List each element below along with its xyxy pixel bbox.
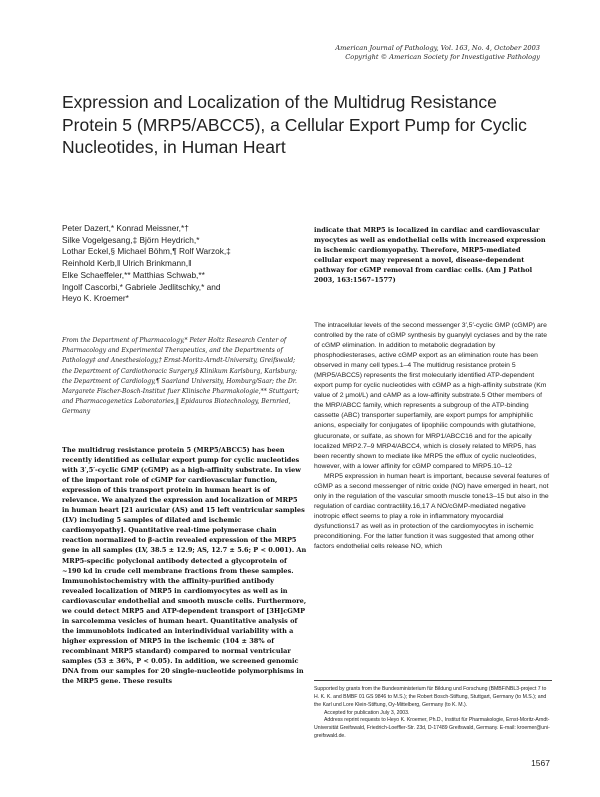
abstract-part-1: The multidrug resistance protein 5 (MRP5/ABCC5) has been recently identified as cellular export pump for cyclic nucleotides with 3′,5′-cyclic GMP (cGMP) as a high-affinity substrate. In view of the important role of cGMP for cardiovascular function, expression of this transport protein in human heart is of relevance. We analyzed the expression and localization of MRP5 in human heart [21 auricular (AS) and 15 left ventricular samples (LV) including 5 samples of dilated and ischemic cardiomyopathy]. Quantitative real-time polymerase chain reaction normalized to β-actin revealed expression of the MRP5 gene in all samples (LV, 38.5 ± 12.9; AS, 12.7 ± 5.6; P < 0.001). An MRP5-specific polyclonal antibody detected a glycoprotein of ~190 kd in crude cell membrane fractions from these samples. Immunohistochemistry with the affinity-purified antibody revealed localization of MRP5 in cardiomyocytes as well as in cardiovascular endothelial and smooth muscle cells. Furthermore, we could detect MRP5 and ATP-dependent transport of [3H]cGMP in sarcolemma vesicles of human heart. Quantitative analysis of the immunoblots indicated an interindividual variability with a higher expression of MRP5 in the ischemic (104 ± 38% of recombinant MRP5 standard) compared to normal ventricular samples (53 ± 36%, P < 0.05). In addition, we screened genomic DNA from our samples for 20 single-nucleotide polymorphisms in the MRP5 gene. These results: [62, 446, 307, 686]
footnote-divider: [314, 680, 552, 681]
acceptance-note: Accepted for publication July 3, 2003.: [324, 709, 410, 716]
abstract-part-2: indicate that MRP5 is localized in cardiac and cardiovascular myocytes as well as endothelial cells with increased expression in ischemic cardiomyopathy. Therefore, MRP5-mediated cellular export may represent a novel, disease-dependent pathway for cGMP removal from cardiac cells. (Am J Pathol 2003, 163:1567–1577): [314, 226, 546, 285]
body-paragraph: MRP5 expression in human heart is important, because several features of cGMP as a second messenger of nitric oxide (NO) have emerged in heart, not only in the regulation of the vascular smooth muscle tone13–15 but also in the regulation of cardiac contractility.16,17 A NO/cGMP-mediated negative inotropic effect seems to play a role in inflammatory myocardial dysfunctions17 as well as in protection of the cardiomyocytes in ischemic preconditioning. For the latter function it was suggested that among other factors endothelial cells release NO, which: [314, 472, 550, 551]
article-title: Expression and Localization of the Multidrug Resistance Protein 5 (MRP5/ABCC5), a Cellular Export Pump for Cyclic Nucleotides, in Human Heart: [62, 92, 527, 158]
funding-note: Supported by grants from the Bundesministerium für Bildung und Forschung (BMBF/NBL3-project 7 to H. K. K. and BMBF 01 GS 9846 to M.S.); the Robert Bosch-Stiftung, Stuttgart, Germany (to M.S.); and the Karl und Lore Klein-Stiftung, Oy-Mittelberg, Germany (to K. M.).: [314, 686, 547, 708]
correspondence-note: Address reprint requests to Heyo K. Kroemer, Ph.D., Institut für Pharmakologie, Ernst-Moritz-Arndt-Universität Greifswald, Friedrich-Loeffler-Str. 23d, D-17489 Greifswald, Germany. E-mail: kroemer@uni-greifswald.de.: [314, 717, 550, 740]
body-text: [314, 321, 550, 552]
page-number: 1567: [531, 758, 550, 768]
author-affiliations: From the Department of Pharmacology,* Peter Holtz Research Center of Pharmacology and Experimental Therapeutics, and the Departments of Pathology‡ and Anesthesiology,† Ernst-Moritz-Arndt-University, Greifswald; the Department of Cardiothoracic Surgery,§ Klinikum Karlsburg, Karlsburg; the Department of Cardiology,¶ Saarland University, Homburg/Saar; the Dr. Margarete Fischer-Bosch-Institut fuer Klinische Pharmakologie,** Stuttgart; and Pharmacogenetics Laboratories,‖ Epidauros Biotechnology, Bernried, Germany: [62, 337, 300, 416]
author-line: Elke Schaeffeler,** Matthias Schwab,**: [62, 269, 205, 280]
author-list: [62, 223, 302, 305]
author-line: Ingolf Cascorbi,* Gabriele Jedlitschky,* and: [62, 281, 221, 292]
author-line: Peter Dazert,* Konrad Meissner,*†: [62, 223, 189, 233]
journal-header: [240, 44, 540, 62]
footnotes: [314, 686, 552, 741]
author-line: Silke Vogelgesang,‡ Björn Heydrich,*: [62, 234, 200, 245]
copyright-notice: Copyright © American Society for Investigative Pathology: [345, 53, 540, 61]
author-line: Lothar Eckel,§ Michael Böhm,¶ Rolf Warzok,‡: [62, 246, 231, 257]
author-line: Reinhold Kerb,‖ Ulrich Brinkmann,‖: [62, 258, 192, 269]
body-paragraph: The intracellular levels of the second messenger 3′,5′-cyclic GMP (cGMP) are controlled by the rate of cGMP synthesis by guanylyl cyclases and by the rate of cGMP elimination. In addition to metabolic degradation by phosphodiesterases, active cGMP export as an elimination route has been observed in many cell types.1–4 The multidrug resistance protein 5 (MRP5/ABCC5) represents the first molecularly identified ATP-dependent export pump for cyclic nucleotides with cGMP as a high-affinity substrate (Km value of 2 µmol/L) and cAMP as a low-affinity substrate.5 Other members of the MRP/ABCC family, which represents a subgroup of the ATP-binding cassette (ABC) transporter superfamily, are export pumps for amphiphilic anions, especially for conjugates of lipophilic compounds with glutathione, glucuronate, or sulfate, as shown for MRP1/ABCC16 and for the apically localized MRP2.7–9 MRP4/ABCC4, which is closely related to MRP5, has been recently shown to mediate like MRP5 the efflux of cyclic nucleotides, however, with a lower affinity for cGMP compared to MRP5.10–12: [314, 322, 547, 470]
author-line: Heyo K. Kroemer*: [62, 293, 129, 304]
journal-citation: American Journal of Pathology, Vol. 163, No. 4, October 2003: [335, 44, 540, 52]
